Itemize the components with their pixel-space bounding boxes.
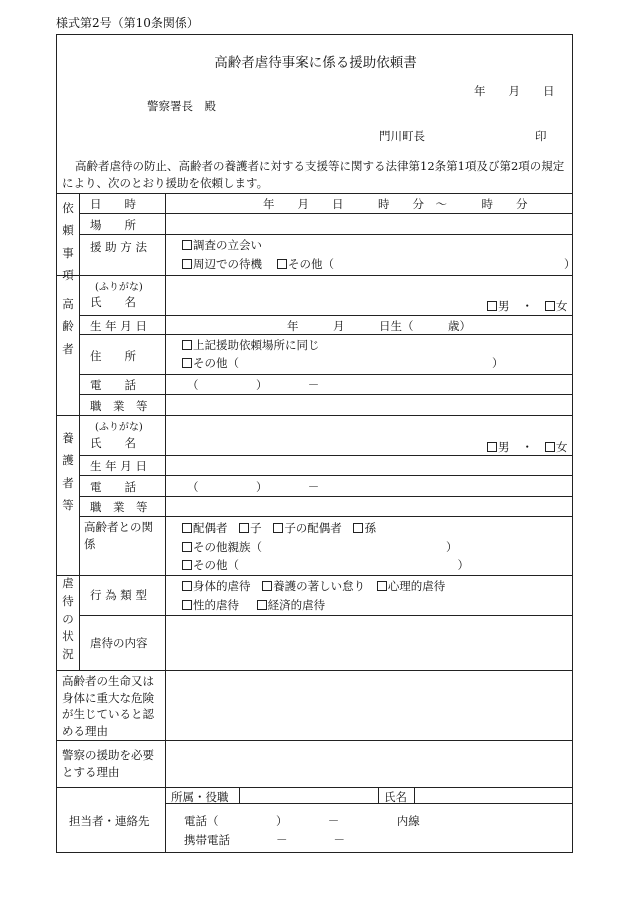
- option-text: 心理的虐待: [387, 579, 446, 593]
- caregiver-phone-label: 電 話: [90, 480, 136, 494]
- seal-mark: 印: [535, 129, 547, 143]
- divider: [79, 315, 573, 316]
- checkbox[interactable]: [182, 600, 192, 610]
- divider: [79, 234, 573, 235]
- divider: [79, 213, 573, 214]
- abuse-content-label: 虐待の内容: [90, 636, 148, 650]
- divider: [57, 275, 573, 276]
- datetime-value: 年 月 日 時 分 ～ 時 分: [263, 197, 528, 211]
- option-text: 上記援助依頼場所に同じ: [193, 338, 320, 352]
- divider: [79, 334, 573, 335]
- elder-birth-value: 年 月 日生（ 歳）: [287, 319, 471, 333]
- form-number-label: 様式第2号（第10条関係）: [56, 16, 199, 30]
- divider: [79, 516, 573, 517]
- female-text: 女: [556, 440, 568, 454]
- elder-name-label: 氏 名: [90, 295, 136, 309]
- method-option-standby[interactable]: [182, 256, 262, 272]
- group-abuse-label: 虐待の状況: [62, 576, 74, 662]
- method-option-other[interactable]: [277, 256, 576, 272]
- abuse-type-row2[interactable]: [182, 597, 325, 613]
- checkbox[interactable]: [182, 259, 192, 269]
- divider: [57, 670, 573, 671]
- option-text: その他（ ）: [288, 257, 576, 271]
- divider: [79, 496, 573, 497]
- checkbox[interactable]: [353, 523, 363, 533]
- checkbox[interactable]: [377, 581, 387, 591]
- checkbox[interactable]: [277, 259, 287, 269]
- danger-reason-label: 高齢者の生命又は身体に重大な危険が生じていると認める理由: [62, 674, 154, 739]
- addressee: 警察署長 殿: [147, 99, 216, 113]
- relation-label: 高齢者との関係: [84, 520, 153, 551]
- elder-phone-value: （ ） －: [187, 378, 320, 392]
- person-name-label: 氏名: [384, 790, 407, 804]
- divider: [79, 455, 573, 456]
- elder-phone-label: 電 話: [90, 378, 136, 392]
- police-reason-label: 警察の援助を必要とする理由: [62, 748, 154, 779]
- option-text: 子: [250, 521, 262, 535]
- group-elder-label: 高齢者: [62, 297, 74, 356]
- checkbox[interactable]: [273, 523, 283, 533]
- divider: [414, 787, 415, 803]
- checkbox[interactable]: [239, 523, 249, 533]
- option-text: 調査の立会い: [193, 238, 262, 252]
- divider: [79, 615, 573, 616]
- elder-job-label: 職 業 等: [90, 399, 148, 413]
- divider: [378, 787, 379, 803]
- divider: [57, 787, 573, 788]
- sender-name: 門川町長: [379, 129, 425, 143]
- divider: [57, 415, 573, 416]
- checkbox-male[interactable]: [487, 442, 497, 452]
- relation-option-other-relative[interactable]: [182, 539, 458, 555]
- divider: [57, 740, 573, 741]
- checkbox-male[interactable]: [487, 301, 497, 311]
- checkbox[interactable]: [182, 560, 192, 570]
- form-title: 高齢者虐待事案に係る援助依頼書: [214, 55, 417, 71]
- separator-dot: ・: [521, 299, 533, 313]
- dept-label: 所属・役職: [171, 790, 229, 804]
- caregiver-gender-options[interactable]: [487, 439, 568, 455]
- separator-dot: ・: [521, 440, 533, 454]
- option-text: その他（ ）: [193, 356, 504, 370]
- divider: [79, 394, 573, 395]
- divider: [79, 374, 573, 375]
- checkbox[interactable]: [182, 523, 192, 533]
- elder-furigana-label: (ふりがな): [95, 282, 143, 293]
- group-caregiver-label: 養護者等: [62, 431, 74, 513]
- option-text: 性的虐待: [193, 598, 239, 612]
- female-text: 女: [556, 299, 568, 313]
- group-request-label: 依頼事項: [62, 201, 74, 283]
- datetime-label: 日 時: [90, 197, 136, 211]
- elder-gender-options[interactable]: [487, 298, 568, 314]
- option-text: その他親族（ ）: [193, 540, 458, 554]
- divider: [79, 475, 573, 476]
- checkbox[interactable]: [182, 542, 192, 552]
- divider: [57, 193, 573, 194]
- checkbox[interactable]: [182, 340, 192, 350]
- caregiver-furigana-label: (ふりがな): [95, 422, 143, 433]
- checkbox[interactable]: [182, 240, 192, 250]
- method-option-survey[interactable]: [182, 237, 262, 253]
- relation-options-row1[interactable]: [182, 520, 376, 536]
- checkbox[interactable]: [182, 581, 192, 591]
- intro-line-2: により、次のとおり援助を依頼します。: [62, 176, 269, 190]
- option-text: 孫: [364, 521, 376, 535]
- abuse-type-row1[interactable]: [182, 578, 445, 594]
- caregiver-job-label: 職 業 等: [90, 500, 148, 514]
- option-text: 配偶者: [193, 521, 228, 535]
- relation-option-other[interactable]: [182, 557, 469, 573]
- caregiver-phone-value: （ ） －: [187, 480, 320, 494]
- contact-mobile: 携帯電話 － －: [184, 833, 345, 847]
- option-text: 養護の著しい怠り: [273, 579, 366, 593]
- divider: [79, 193, 80, 670]
- place-label: 場 所: [90, 218, 136, 232]
- checkbox[interactable]: [257, 600, 267, 610]
- male-text: 男: [498, 299, 510, 313]
- caregiver-birth-label: 生 年 月 日: [90, 459, 147, 473]
- checkbox-female[interactable]: [545, 442, 555, 452]
- divider: [57, 575, 573, 576]
- option-text: 周辺での待機: [193, 257, 262, 271]
- option-text: 経済的虐待: [267, 598, 326, 612]
- caregiver-name-label: 氏 名: [90, 436, 136, 450]
- contact-phone: 電話（ ） － 内線: [184, 814, 420, 828]
- divider: [165, 193, 166, 853]
- method-label: 援 助 方 法: [90, 240, 147, 254]
- divider: [239, 787, 240, 803]
- option-text: 身体的虐待: [193, 579, 251, 593]
- contact-label: 担当者・連絡先: [69, 814, 150, 828]
- male-text: 男: [498, 440, 510, 454]
- checkbox[interactable]: [182, 358, 192, 368]
- address-option-same[interactable]: [182, 337, 320, 353]
- option-text: 子の配偶者: [284, 521, 342, 535]
- elder-birth-label: 生 年 月 日: [90, 319, 147, 333]
- date-line: 年 月 日: [474, 84, 555, 98]
- address-option-other[interactable]: [182, 355, 504, 371]
- request-form: [56, 34, 576, 853]
- intro-line-1: 高齢者虐待の防止、高齢者の養護者に対する支援等に関する法律第12条第1項及び第2項の規定: [75, 159, 565, 173]
- abuse-type-label: 行 為 類 型: [90, 588, 147, 602]
- checkbox[interactable]: [262, 581, 272, 591]
- option-text: その他（ ）: [193, 558, 469, 572]
- checkbox-female[interactable]: [545, 301, 555, 311]
- elder-address-label: 住 所: [90, 349, 136, 363]
